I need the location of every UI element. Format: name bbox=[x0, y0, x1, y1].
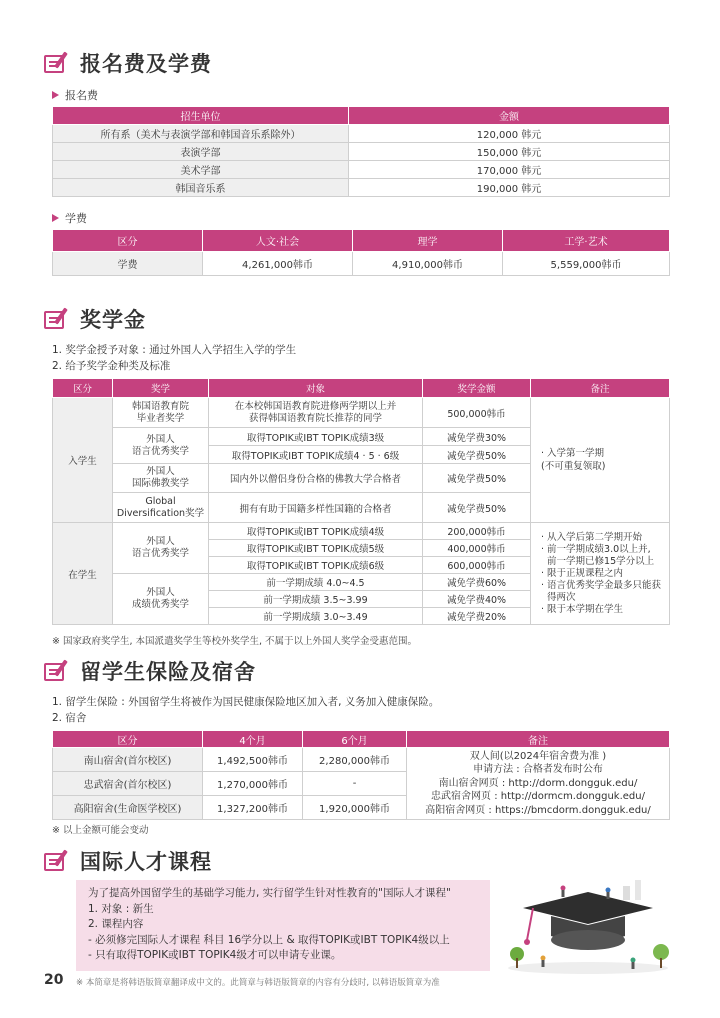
app-fee-table bbox=[52, 106, 670, 197]
page-number: 20 bbox=[44, 972, 64, 988]
table-header: 对象 bbox=[209, 379, 423, 398]
subheading-app-fee: 报名费 bbox=[52, 87, 98, 103]
tuition-table bbox=[52, 229, 670, 276]
section-heading: 留学生保险及宿舍 bbox=[80, 660, 256, 684]
table-row: 取得TOPIK或IBT TOPIK成绩6级 600,000韩币 bbox=[53, 557, 670, 574]
scholarship-table bbox=[52, 378, 670, 625]
section-title-intl bbox=[44, 846, 212, 876]
table-header: 4个月 bbox=[203, 731, 303, 748]
footer-note: ※ 本简章是将韩语版简章翻译成中文的。此简章与韩语版简章的内容有分歧时, 以韩语版简章为准 bbox=[76, 978, 440, 988]
section-heading: 国际人才课程 bbox=[80, 850, 212, 874]
table-row: 高阳宿舍(生命医学校区) 1,327,200韩币 1,920,000韩币 bbox=[53, 796, 670, 820]
table-row: 忠武宿舍(首尔校区) 1,270,000韩币 - bbox=[53, 772, 670, 796]
table-row: 取得TOPIK或IBT TOPIK成绩4 · 5 · 6级 减免学费50% bbox=[53, 446, 670, 464]
table-header: 区分 bbox=[53, 731, 203, 748]
insurance-note: ※ 以上金额可能会变动 bbox=[52, 825, 149, 836]
table-row: 前一学期成绩 3.5~3.99 减免学费40% bbox=[53, 591, 670, 608]
table-row: 外国人 国际佛教奖学 国内外以僧侣身份合格的佛教大学合格者 减免学费50% bbox=[53, 464, 670, 493]
intl-line: - 必须修完国际人才课程 科目 16学分以上 & 取得TOPIK或IBT TOPIK4级以上 bbox=[88, 933, 450, 946]
table-header: 6个月 bbox=[303, 731, 407, 748]
section-title-scholarship bbox=[44, 304, 146, 334]
table-row: 韩国音乐系 190,000 韩元 bbox=[53, 179, 670, 197]
table-header: 金额 bbox=[349, 107, 670, 125]
table-row: 表演学部 150,000 韩元 bbox=[53, 143, 670, 161]
triangle-bullet-icon bbox=[52, 214, 59, 222]
intl-course-box bbox=[76, 880, 490, 971]
insurance-line-2: 2. 宿舍 bbox=[52, 712, 87, 724]
table-row: 在学生 外国人 语言优秀奖学 取得TOPIK或IBT TOPIK成绩4级 200,000韩币 · 从入学后第二学期开始 · 前一学期成绩3.0以上并, 前一学期已修15学分以上 · 限于正规课程之内 · 语言优秀奖学金最多只能获 得两次 · 限于本学期在学生 bbox=[53, 523, 670, 540]
table-row: 入学生 韩国语教育院 毕业者奖学 在本校韩国语教育院进修两学期以上并 获得韩国语教育院长推荐的同学 500,000韩币 · 入学第一学期 (不可重复领取) bbox=[53, 398, 670, 428]
section-heading: 报名费及学费 bbox=[80, 52, 212, 76]
table-header: 奖学金额 bbox=[423, 379, 531, 398]
table-header: 奖学 bbox=[113, 379, 209, 398]
subheading-tuition: 学费 bbox=[52, 210, 87, 226]
section-title-insurance bbox=[44, 656, 256, 686]
notepad-pen-icon bbox=[44, 307, 72, 331]
table-row: 外国人 成绩优秀奖学 前一学期成绩 4.0~4.5 减免学费60% bbox=[53, 574, 670, 591]
dorm-table bbox=[52, 730, 670, 820]
table-row: 取得TOPIK或IBT TOPIK成绩5级 400,000韩币 bbox=[53, 540, 670, 557]
scholarship-note: ※ 国家政府奖学生, 本国派遣奖学生等校外奖学生, 不属于以上外国人奖学金受惠范围。 bbox=[52, 636, 418, 647]
triangle-bullet-icon bbox=[52, 91, 59, 99]
table-row: 所有系（美术与表演学部和韩国音乐系除外） 120,000 韩元 bbox=[53, 125, 670, 143]
intl-line: 为了提高外国留学生的基础学习能力, 实行留学生针对性教育的"国际人才课程" bbox=[88, 887, 451, 899]
scholarship-line-2: 2. 给予奖学金种类及标准 bbox=[52, 360, 171, 372]
table-header: 备注 bbox=[407, 731, 670, 748]
scholarship-line-1: 1. 奖学金授予对象 : 通过外国人入学招生入学的学生 bbox=[52, 344, 297, 356]
table-header: 区分 bbox=[53, 379, 113, 398]
table-row: 学费 4,261,000韩币 4,910,000韩币 5,559,000韩币 bbox=[53, 252, 670, 276]
table-row: Global Diversification奖学 拥有有助于国籍多样性国籍的合格者 减免学费50% bbox=[53, 493, 670, 523]
table-header: 理学 bbox=[353, 230, 503, 252]
table-header: 人文·社会 bbox=[203, 230, 353, 252]
insurance-line-1: 1. 留学生保险 : 外国留学生将被作为国民健康保险地区加入者, 义务加入健康保险。 bbox=[52, 696, 440, 708]
notepad-pen-icon bbox=[44, 51, 72, 75]
intl-line: 2. 课程内容 bbox=[88, 918, 144, 930]
table-header: 招生单位 bbox=[53, 107, 349, 125]
graduation-cap-illustration bbox=[503, 878, 673, 978]
table-row: 外国人 语言优秀奖学 取得TOPIK或IBT TOPIK成绩3级 减免学费30% bbox=[53, 428, 670, 446]
table-row: 前一学期成绩 3.0~3.49 减免学费20% bbox=[53, 608, 670, 625]
intl-line: - 只有取得TOPIK或IBT TOPIK4级才可以申请专业课。 bbox=[88, 949, 342, 961]
intl-line: 1. 对象 : 新生 bbox=[88, 902, 154, 915]
section-heading: 奖学金 bbox=[80, 308, 146, 332]
table-header: 备注 bbox=[531, 379, 670, 398]
table-row: 美术学部 170,000 韩元 bbox=[53, 161, 670, 179]
notepad-pen-icon bbox=[44, 849, 72, 873]
table-row: 南山宿舍(首尔校区) 1,492,500韩币 2,280,000韩币 双人间(以2024年宿舍费为准 ) 申请方法 : 合格者发布时公布 南山宿舍网页 : http://dorm.dongguk.edu/ 忠武宿舍网页 : http://dormcm.dongguk.edu/ 高阳宿舍网页 : https://bmcdorm.dongguk.edu/ bbox=[53, 748, 670, 772]
notepad-pen-icon bbox=[44, 659, 72, 683]
section-title-fees bbox=[44, 48, 212, 78]
table-header: 区分 bbox=[53, 230, 203, 252]
table-header: 工学·艺术 bbox=[503, 230, 670, 252]
